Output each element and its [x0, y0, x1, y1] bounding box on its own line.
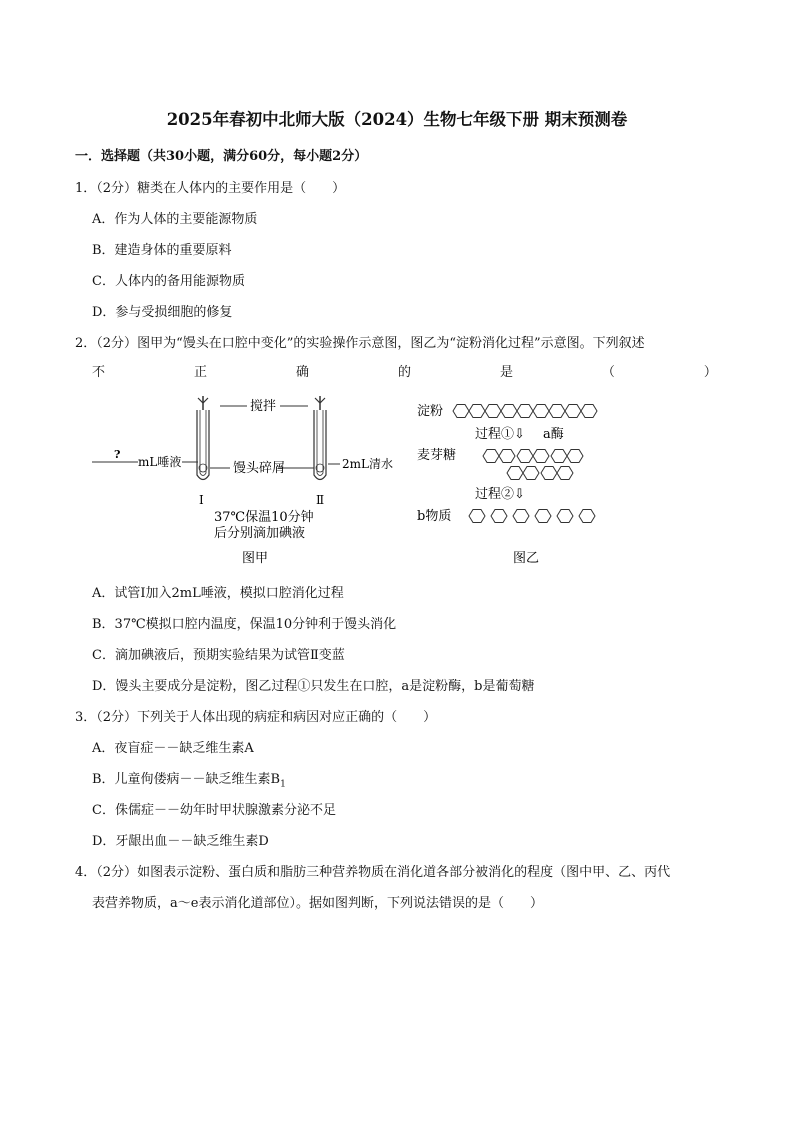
- stir-label: 搅拌: [250, 399, 277, 414]
- question-text: 糖类在人体内的主要作用是（ ）: [137, 181, 346, 196]
- glucose-molecules: [469, 510, 595, 523]
- unknown-volume-mark: ?: [114, 448, 121, 461]
- option-c[interactable]: C．侏儒症－－幼年时甲状腺激素分泌不足: [92, 803, 336, 818]
- test-tube-1: [197, 396, 209, 480]
- figure-b-starch-digestion: [415, 395, 625, 570]
- figure-a-caption: 图甲: [242, 551, 269, 566]
- crumbs-label: 馒头碎屑: [233, 461, 286, 476]
- question-2-stem: [75, 332, 645, 351]
- question-number: 4．: [75, 865, 97, 880]
- option-c[interactable]: C．滴加碘液后，预期实验结果为试管Ⅱ变蓝: [92, 648, 345, 663]
- option-b[interactable]: [92, 768, 286, 790]
- maltose-molecules: [483, 450, 583, 480]
- stem-char: ）: [703, 365, 717, 380]
- water-label: 2mL清水: [342, 457, 393, 471]
- question-score: （2分）: [96, 181, 138, 196]
- process-2-label: 过程②⇩: [475, 487, 525, 502]
- option-a[interactable]: A．夜盲症－－缺乏维生素A: [92, 741, 254, 756]
- question-4-stem: [75, 861, 670, 880]
- stem-char: （: [601, 365, 615, 380]
- option-a[interactable]: A．试管Ⅰ加入2mL唾液，模拟口腔消化过程: [92, 586, 344, 601]
- figure-a-test-tubes: [90, 390, 410, 570]
- question-3-stem: [75, 706, 436, 725]
- maltose-label: 麦芽糖: [417, 448, 457, 463]
- stem-char: 正: [193, 365, 207, 380]
- test-tube-2: [314, 396, 326, 480]
- substance-b-label: b物质: [417, 509, 452, 524]
- vitamin-subscript: 1: [280, 779, 286, 790]
- option-d[interactable]: D．参与受损细胞的修复: [92, 305, 233, 320]
- process-1-label: 过程①⇩: [475, 427, 525, 442]
- question-2-stem-continued: [92, 361, 717, 380]
- stem-char: 的: [397, 365, 411, 380]
- incubation-note: 37℃保温10分钟: [214, 510, 314, 525]
- question-score: （2分）: [96, 336, 138, 351]
- option-d[interactable]: D．牙龈出血－－缺乏维生素D: [92, 834, 269, 849]
- question-text: 如图表示淀粉、蛋白质和脂肪三种营养物质在消化道各部分被消化的程度（图中甲、乙、丙代: [137, 865, 671, 880]
- option-a[interactable]: A．作为人体的主要能源物质: [92, 212, 258, 227]
- section-heading: 一．选择题（共30小题，满分60分，每小题2分）: [75, 149, 368, 164]
- option-c[interactable]: C．人体内的备用能源物质: [92, 274, 245, 289]
- stem-char: 确: [295, 365, 309, 380]
- tube-1-label: Ⅰ: [199, 493, 204, 507]
- saliva-label: mL唾液: [138, 455, 182, 469]
- option-b-text: B．儿童佝偻病－－缺乏维生素B: [92, 772, 281, 787]
- option-b[interactable]: B．37℃模拟口腔内温度，保温10分钟利于馒头消化: [92, 617, 397, 632]
- question-number: 1．: [75, 181, 97, 196]
- question-text: 图甲为“馒头在口腔中变化”的实验操作示意图，图乙为“淀粉消化过程”示意图。下列叙述: [137, 336, 645, 351]
- starch-label: 淀粉: [417, 404, 444, 419]
- question-score: （2分）: [96, 710, 138, 725]
- stem-char: 不: [92, 365, 106, 380]
- option-b[interactable]: B．建造身体的重要原料: [92, 243, 232, 258]
- question-number: 2．: [75, 336, 97, 351]
- question-4-stem-line2: 表营养物质，a～e表示消化道部位）。据如图判断，下列说法错误的是（ ）: [92, 896, 543, 911]
- question-text: 下列关于人体出现的病症和病因对应正确的（ ）: [137, 710, 437, 725]
- starch-chain: [453, 405, 597, 418]
- page-title: 2025年春初中北师大版（2024）生物七年级下册 期末预测卷: [166, 110, 628, 129]
- stem-char: 是: [499, 365, 513, 380]
- question-number: 3．: [75, 710, 97, 725]
- question-1-stem: [75, 177, 345, 196]
- figure-b-caption: 图乙: [513, 551, 540, 566]
- question-score: （2分）: [96, 865, 138, 880]
- enzyme-a-label: a酶: [543, 427, 564, 442]
- option-d[interactable]: D．馒头主要成分是淀粉，图乙过程①只发生在口腔，a是淀粉酶，b是葡萄糖: [92, 679, 535, 694]
- tube-2-label: Ⅱ: [316, 493, 325, 507]
- iodine-note: 后分别滴加碘液: [214, 526, 306, 541]
